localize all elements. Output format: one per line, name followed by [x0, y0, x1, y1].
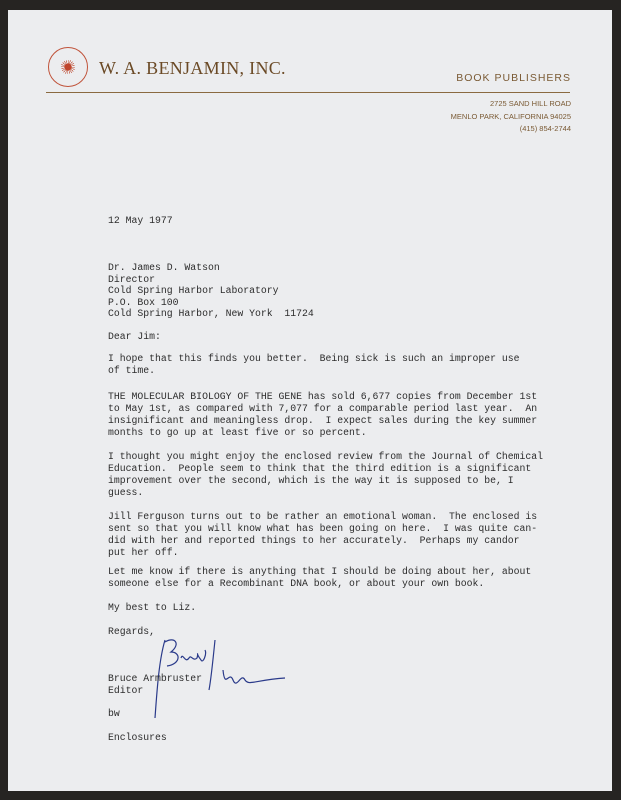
closing: Regards,	[108, 626, 156, 637]
line: Let me know if there is anything that I should be doing about her, about	[108, 566, 532, 577]
line: I hope that this finds you better. Being sick is such an improper use	[108, 353, 520, 364]
line: months to go up at least five or so percent.	[108, 427, 367, 438]
date: 12 May 1977	[108, 215, 173, 226]
recipient-line: Cold Spring Harbor, New York 11724	[108, 308, 314, 320]
company-address	[451, 98, 571, 136]
line: someone else for a Recombinant DNA book, or about your own book.	[108, 578, 485, 589]
recipient-line: Dr. James D. Watson	[108, 262, 220, 273]
line: improvement over the second, which is the way it is supposed to be, I	[108, 475, 514, 486]
paragraph	[108, 391, 537, 439]
line: sent so that you will know what has been going on here. I was quite can-	[108, 523, 538, 534]
line: put her off.	[108, 547, 179, 558]
recipient-line: Cold Spring Harbor Laboratory	[108, 285, 279, 297]
line: of time.	[108, 365, 156, 376]
phone: (415) 854-2744	[519, 124, 571, 133]
tagline: BOOK PUBLISHERS	[456, 72, 571, 84]
paragraph	[108, 451, 543, 499]
signer-name: Bruce Armbruster	[108, 673, 203, 684]
company-seal-logo	[48, 47, 88, 87]
letterhead-divider	[46, 92, 570, 93]
typist-initials: bw	[108, 708, 120, 719]
line: THE MOLECULAR BIOLOGY OF THE GENE has sold 6,677 copies from December 1st	[108, 391, 538, 402]
recipient-line: P.O. Box 100	[108, 296, 179, 308]
line: Education. People seem to think that the third edition is a significant	[108, 463, 532, 474]
paragraph	[108, 511, 537, 559]
paragraph: My best to Liz.	[108, 602, 197, 613]
line: Jill Ferguson turns out to be rather an emotional woman. The enclosed is	[108, 511, 538, 522]
line: guess.	[108, 487, 144, 498]
sun-icon	[61, 60, 75, 74]
paragraph	[108, 566, 531, 590]
paragraph	[108, 353, 520, 377]
line: to May 1st, as compared with 7,077 for a comparable period last year. An	[108, 403, 538, 414]
address-line: 2725 SAND HILL ROAD	[489, 99, 571, 108]
line: insignificant and meaningless drop. I expect sales during the key summer	[108, 415, 538, 426]
address-line: MENLO PARK, CALIFORNIA 94025	[450, 111, 571, 121]
signer-title: Editor	[108, 685, 144, 696]
line: I thought you might enjoy the enclosed review from the Journal of Chemical	[108, 451, 544, 462]
salutation: Dear Jim:	[108, 331, 161, 342]
recipient-line: Director	[108, 273, 156, 285]
recipient-address	[108, 262, 314, 320]
company-name: W. A. BENJAMIN, INC.	[99, 58, 286, 78]
line: did with her and reported things to her accurately. Perhaps my candor	[108, 535, 520, 546]
enclosures-note: Enclosures	[108, 732, 167, 743]
